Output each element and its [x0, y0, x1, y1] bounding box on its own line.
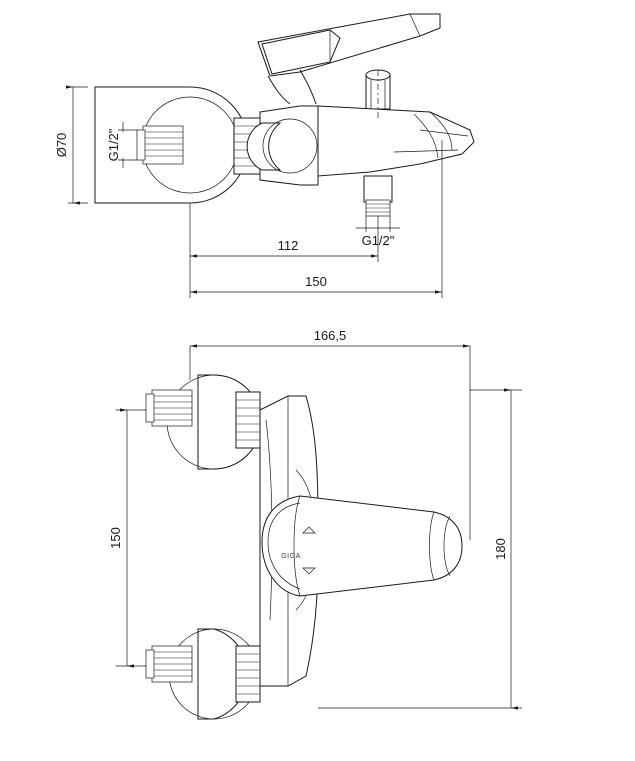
top-view-geometry: [95, 14, 474, 216]
dim-spout-projection: 112: [277, 238, 299, 253]
dim-overall-projection: 150: [305, 274, 327, 289]
dim-inlet-thread-left: G1/2": [106, 128, 121, 162]
brand-mark: GIGA: [281, 553, 301, 560]
dim-inlet-centres: 150: [108, 527, 123, 549]
dim-overall-height: 180: [493, 538, 508, 560]
front-view-geometry: [146, 375, 462, 719]
dim-overall-depth: 166,5: [313, 328, 347, 343]
dim-outlet-thread-bottom: G1/2": [361, 233, 395, 248]
dim-diameter-70: Ø70: [54, 132, 69, 158]
